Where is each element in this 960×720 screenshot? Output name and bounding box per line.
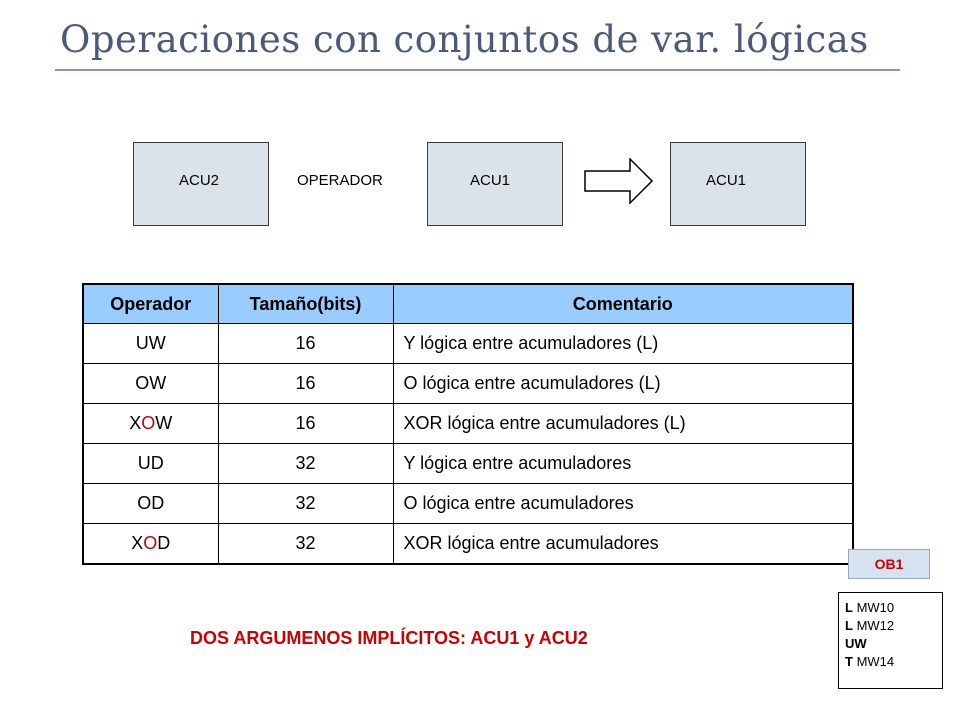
operator-cell: XOW bbox=[83, 404, 218, 444]
operators-table bbox=[82, 283, 854, 565]
operator-cell: UW bbox=[83, 324, 218, 364]
comment-cell: Y lógica entre acumuladores (L) bbox=[393, 324, 853, 364]
comment-cell: O lógica entre acumuladores (L) bbox=[393, 364, 853, 404]
title-underline bbox=[55, 69, 900, 71]
right-arrow-icon bbox=[584, 158, 654, 204]
operator-label: OPERADOR bbox=[297, 172, 383, 189]
header-comentario: Comentario bbox=[393, 284, 853, 324]
implicit-arguments-note: DOS ARGUMENOS IMPLÍCITOS: ACU1 y ACU2 bbox=[190, 628, 588, 648]
code-line: L MW12 bbox=[845, 618, 895, 633]
acu1-label: ACU1 bbox=[470, 172, 511, 189]
code-line: L MW10 bbox=[845, 600, 895, 615]
ob1-code-block bbox=[838, 592, 943, 689]
operator-cell: UD bbox=[83, 444, 218, 484]
size-cell: 32 bbox=[218, 524, 393, 565]
table-row bbox=[83, 364, 853, 404]
table-row bbox=[83, 324, 853, 364]
table-row bbox=[83, 444, 853, 484]
size-cell: 32 bbox=[218, 444, 393, 484]
acu2-label: ACU2 bbox=[179, 172, 220, 189]
code-line: UW bbox=[845, 636, 867, 651]
size-cell: 16 bbox=[218, 324, 393, 364]
header-operador: Operador bbox=[83, 284, 218, 324]
operator-cell: XOD bbox=[83, 524, 218, 565]
size-cell: 32 bbox=[218, 484, 393, 524]
size-cell: 16 bbox=[218, 364, 393, 404]
table-row bbox=[83, 524, 853, 565]
table-header-row bbox=[83, 284, 853, 324]
acu1-result-label: ACU1 bbox=[706, 172, 747, 189]
operator-cell: OD bbox=[83, 484, 218, 524]
size-cell: 16 bbox=[218, 404, 393, 444]
header-tamano: Tamaño(bits) bbox=[218, 284, 393, 324]
comment-cell: O lógica entre acumuladores bbox=[393, 484, 853, 524]
code-line: T MW14 bbox=[845, 654, 895, 669]
operator-cell: OW bbox=[83, 364, 218, 404]
ob1-tab: OB1 bbox=[848, 549, 930, 579]
comment-cell: Y lógica entre acumuladores bbox=[393, 444, 853, 484]
table-row bbox=[83, 484, 853, 524]
comment-cell: XOR lógica entre acumuladores (L) bbox=[393, 404, 853, 444]
slide-title: Operaciones con conjuntos de var. lógicas bbox=[60, 18, 869, 61]
table-row bbox=[83, 404, 853, 444]
comment-cell: XOR lógica entre acumuladores bbox=[393, 524, 853, 565]
